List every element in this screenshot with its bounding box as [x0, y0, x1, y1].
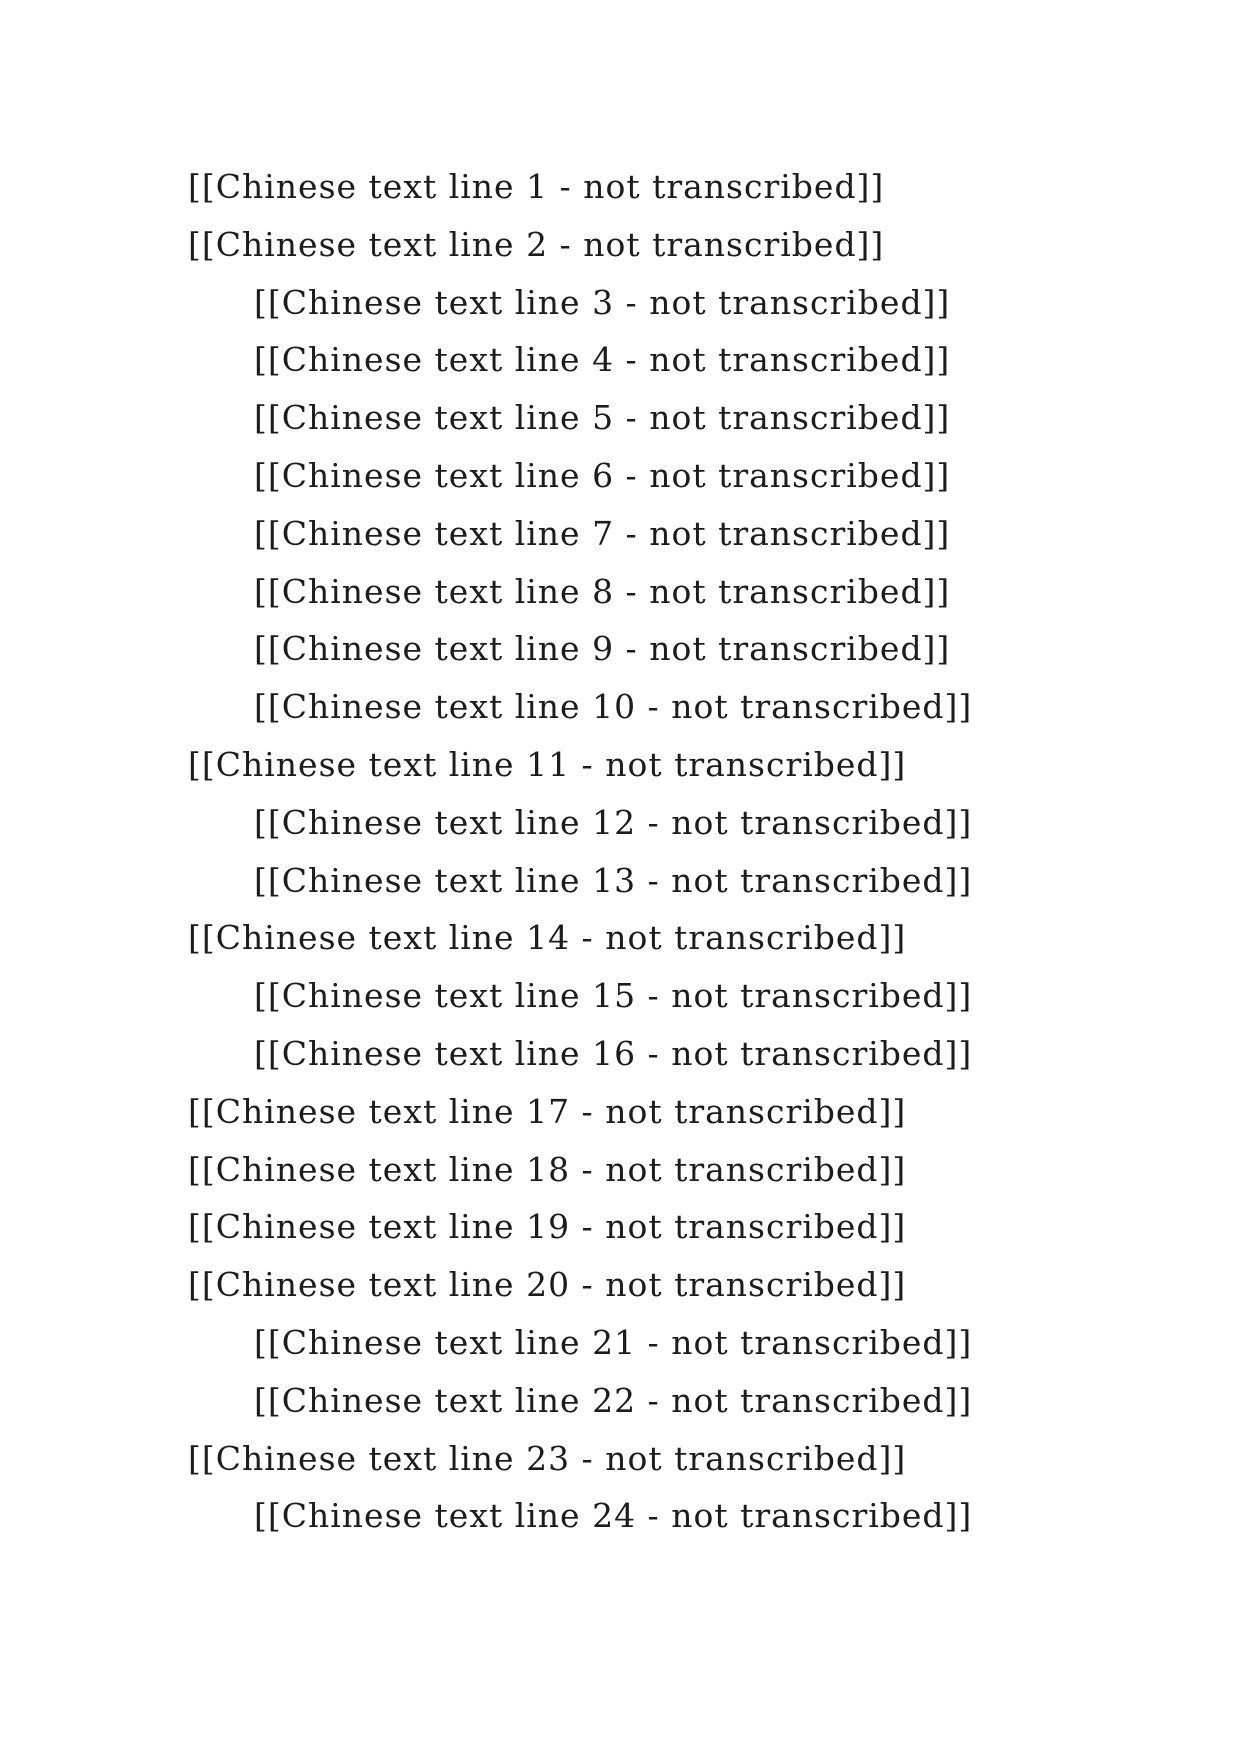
text-line: [[Chinese text line 3 - not transcribed]]	[254, 282, 951, 322]
text-line: [[Chinese text line 7 - not transcribed]]	[254, 513, 951, 553]
text-line: [[Chinese text line 21 - not transcribed]]	[254, 1322, 973, 1362]
text-line: [[Chinese text line 22 - not transcribed]]	[254, 1380, 973, 1420]
text-line: [[Chinese text line 11 - not transcribed]]	[188, 744, 907, 784]
text-line: [[Chinese text line 15 - not transcribed]]	[254, 976, 973, 1016]
text-line: [[Chinese text line 23 - not transcribed]]	[188, 1438, 907, 1478]
text-line: [[Chinese text line 16 - not transcribed]]	[254, 1033, 973, 1073]
text-line: [[Chinese text line 10 - not transcribed]]	[254, 687, 973, 727]
text-line: [[Chinese text line 8 - not transcribed]]	[254, 571, 951, 611]
text-line: [[Chinese text line 5 - not transcribed]]	[254, 398, 951, 438]
text-line: [[Chinese text line 14 - not transcribed]]	[188, 918, 907, 958]
text-line: [[Chinese text line 20 - not transcribed]]	[188, 1265, 907, 1305]
document-body	[188, 158, 1083, 1545]
text-line: [[Chinese text line 18 - not transcribed]]	[188, 1149, 907, 1189]
text-line: [[Chinese text line 13 - not transcribed]]	[254, 860, 973, 900]
text-line: [[Chinese text line 17 - not transcribed]]	[188, 1091, 907, 1131]
text-line: [[Chinese text line 1 - not transcribed]]	[188, 167, 885, 206]
text-line: [[Chinese text line 24 - not transcribed]]	[254, 1496, 973, 1536]
text-line: [[Chinese text line 9 - not transcribed]]	[254, 629, 951, 669]
text-line: [[Chinese text line 12 - not transcribed]]	[254, 802, 973, 842]
text-line: [[Chinese text line 4 - not transcribed]]	[254, 340, 951, 380]
text-line: [[Chinese text line 2 - not transcribed]]	[188, 224, 885, 264]
text-line: [[Chinese text line 6 - not transcribed]]	[254, 455, 951, 495]
text-line: [[Chinese text line 19 - not transcribed]]	[188, 1207, 907, 1247]
